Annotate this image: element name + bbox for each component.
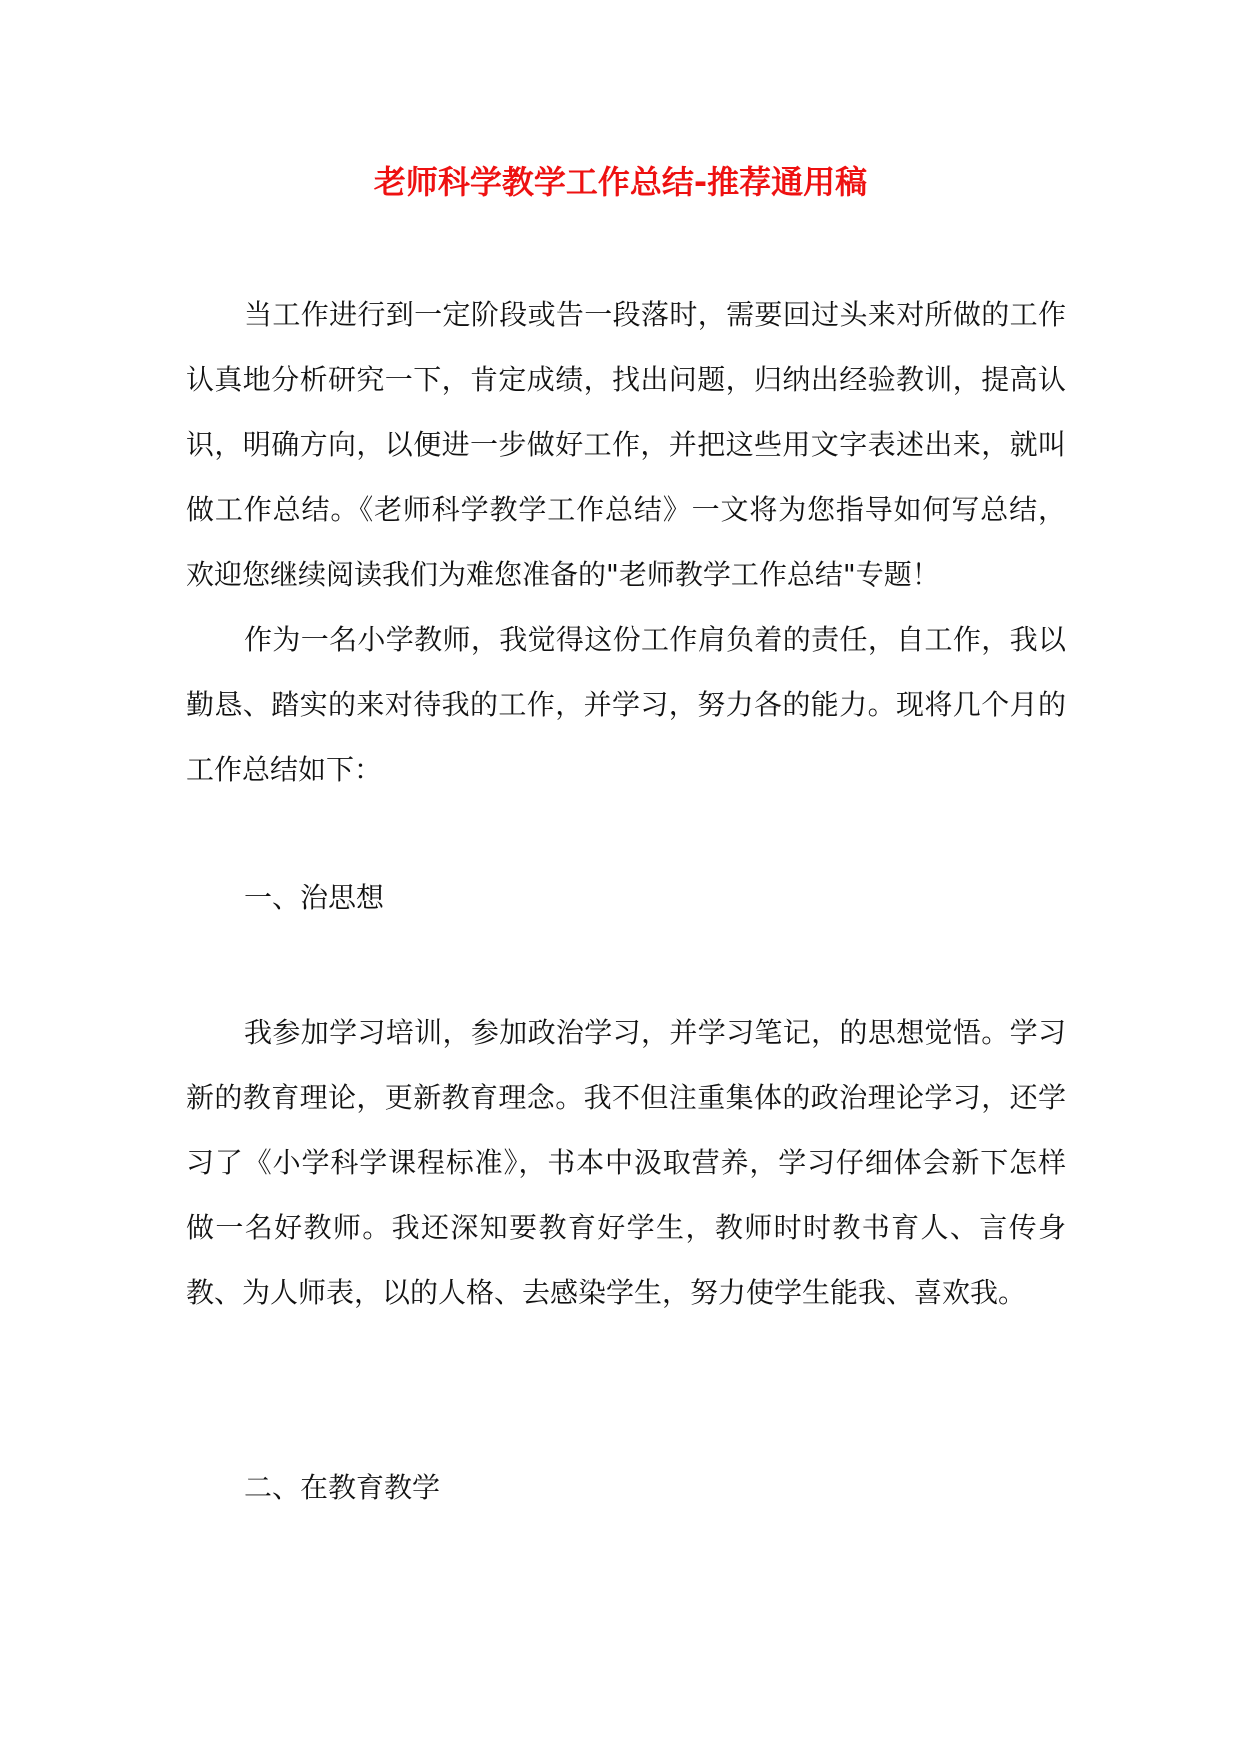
overview-paragraph: 作为一名小学教师，我觉得这份工作肩负着的责任，自工作，我以勤恳、踏实的来对待我的工作，并学习，努力各的能力。现将几个月的工作总结如下： <box>186 623 1066 786</box>
intro-paragraph: 当工作进行到一定阶段或告一段落时，需要回过头来对所做的工作认真地分析研究一下，肯定成绩，找出问题，归纳出经验教训，提高认识，明确方向，以便进一步做好工作，并把这些用文字表述出来，就叫做工作总结。《老师科学教学工作总结》一文将为您指导如何写总结，欢迎您继续阅读我们为难您准备的"老师教学工作总结"专题！ <box>186 298 1066 591</box>
section-heading-2: 二、在教育教学 <box>244 1471 441 1504</box>
section-1-paragraph: 我参加学习培训，参加政治学习，并学习笔记，的思想觉悟。学习新的教育理论，更新教育理念。我不但注重集体的政治理论学习，还学习了《小学科学课程标准》，书本中汲取营养，学习仔细体会新下怎样做一名好教师。我还深知要教育好学生，教师时时教书育人、言传身教、为人师表，以的人格、去感染学生，努力使学生能我、喜欢我。 <box>186 1016 1066 1309</box>
section-heading-1: 一、治思想 <box>244 881 385 914</box>
document-title: 老师科学教学工作总结-推荐通用稿 <box>373 163 868 201</box>
